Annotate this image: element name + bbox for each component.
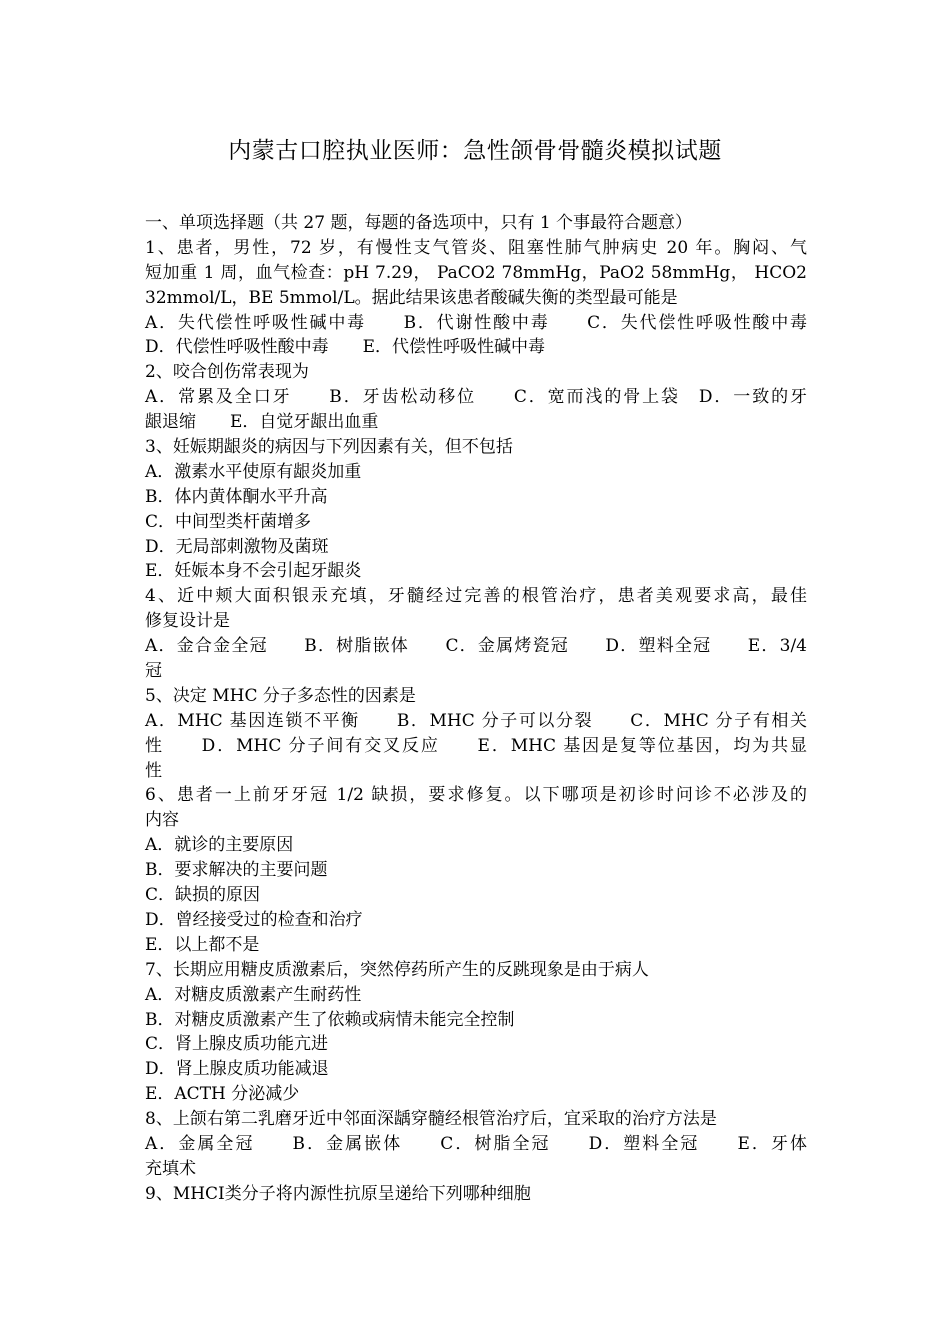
option-line: E．ACTH 分泌减少 [145, 1084, 300, 1105]
document-body [145, 211, 807, 1207]
question-line: 32mmol/L，BE 5mmol/L。据此结果该患者酸碱失衡的类型最可能是 [145, 287, 678, 308]
option-line: A．就诊的主要原因 [145, 835, 294, 856]
option-line: 性 [145, 760, 162, 781]
option-line: 冠 [145, 661, 162, 682]
option-line: C．肾上腺皮质功能亢进 [145, 1034, 329, 1055]
question-line: 9、MHCⅠ类分子将内源性抗原呈递给下列哪种细胞 [145, 1183, 531, 1204]
option-line: E．以上都不是 [145, 934, 260, 955]
question-line: 4、近中颊大面积银汞充填，牙髓经过完善的根管治疗，患者美观要求高，最佳 [145, 586, 807, 607]
option-line: 充填术 [145, 1158, 196, 1179]
question-line: 6、患者一上前牙牙冠 1/2 缺损，要求修复。以下哪项是初诊时问诊不必涉及的 [145, 785, 807, 806]
option-line: A．失代偿性呼吸性碱中毒 B．代谢性酸中毒 C．失代偿性呼吸性酸中毒 [145, 312, 807, 333]
option-line: B．对糖皮质激素产生了依赖或病情未能完全控制 [145, 1009, 515, 1030]
question-line: 5、决定 MHC 分子多态性的因素是 [145, 685, 416, 706]
option-line: D．无局部刺激物及菌斑 [145, 536, 329, 557]
option-line: D．肾上腺皮质功能减退 [145, 1059, 329, 1080]
document-title: 内蒙古口腔执业医师：急性颌骨骨髓炎模拟试题 [228, 138, 722, 164]
question-line: 3、妊娠期龈炎的病因与下列因素有关，但不包括 [145, 437, 513, 458]
question-line: 8、上颌右第二乳磨牙近中邻面深龋穿髓经根管治疗后，宜采取的治疗方法是 [145, 1109, 717, 1130]
section-heading: 一、单项选择题（共 27 题，每题的备选项中，只有 1 个事最符合题意） [145, 213, 693, 233]
option-line: 龈退缩 E．自觉牙龈出血重 [145, 412, 379, 433]
option-line: A．常累及全口牙 B．牙齿松动移位 C．宽而浅的骨上袋 D．一致的牙 [145, 387, 807, 408]
question-line: 短加重 1 周，血气检查：pH 7.29， PaCO2 78mmHg，PaO2 58mmHg， HCO2 [145, 262, 807, 283]
option-line: A．对糖皮质激素产生耐药性 [145, 984, 362, 1005]
option-line: D．代偿性呼吸性酸中毒 E．代偿性呼吸性碱中毒 [145, 337, 546, 358]
question-line: 7、长期应用糖皮质激素后，突然停药所产生的反跳现象是由于病人 [145, 959, 649, 980]
question-line: 1、患者，男性，72 岁，有慢性支气管炎、阻塞性肺气肿病史 20 年。胸闷、气 [145, 237, 807, 258]
question-line: 内容 [145, 810, 179, 831]
option-line: A．金属全冠 B．金属嵌体 C．树脂全冠 D．塑料全冠 E．牙体 [145, 1133, 807, 1154]
question-line: 2、咬合创伤常表现为 [145, 362, 309, 383]
option-line: A．金合金全冠 B．树脂嵌体 C．金属烤瓷冠 D．塑料全冠 E．3/4 [145, 636, 807, 657]
option-line: B．体内黄体酮水平升高 [145, 486, 328, 507]
option-line: A．MHC 基因连锁不平衡 B．MHC 分子可以分裂 C．MHC 分子有相关 [145, 710, 807, 731]
option-line: A．激素水平使原有龈炎加重 [145, 461, 362, 482]
option-line: E．妊娠本身不会引起牙龈炎 [145, 561, 362, 582]
option-line: B．要求解决的主要问题 [145, 860, 328, 881]
option-line: 性 D．MHC 分子间有交叉反应 E．MHC 基因是复等位基因，均为共显 [145, 735, 807, 756]
option-line: C．缺损的原因 [145, 885, 261, 906]
question-line: 修复设计是 [145, 611, 230, 632]
option-line: D．曾经接受过的检查和治疗 [145, 909, 363, 930]
option-line: C．中间型类杆菌增多 [145, 511, 312, 532]
